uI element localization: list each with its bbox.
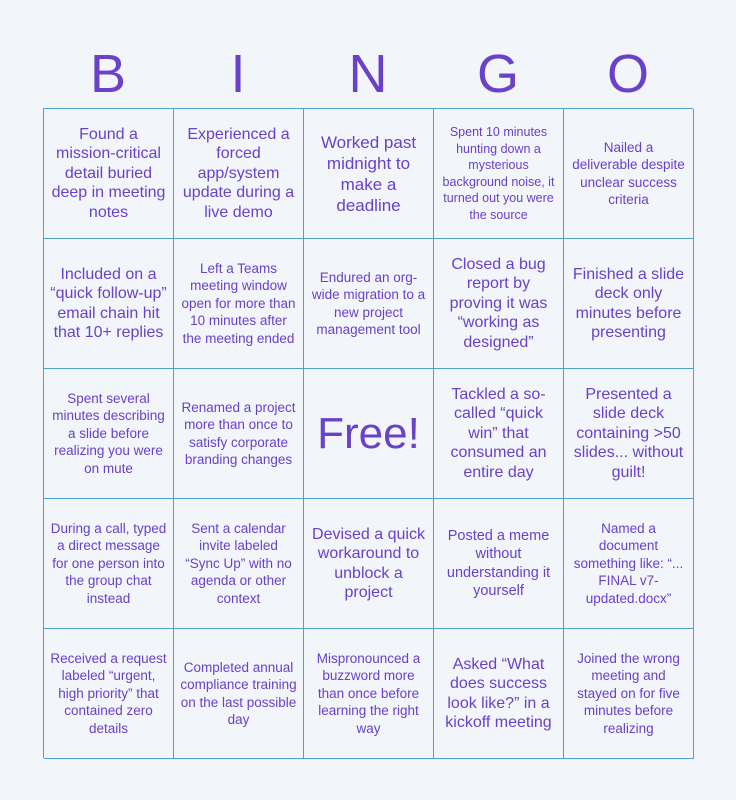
bingo-cell-text: Received a request labeled “urgent, high priority” that contained zero details	[50, 650, 167, 736]
bingo-cell-text: Presented a slide deck containing >50 slides... without guilt!	[573, 385, 684, 481]
bingo-cell-r2c2[interactable]	[174, 239, 304, 369]
bingo-cell-text: Mispronounced a buzzword more than once before learning the right way	[316, 650, 421, 736]
bingo-cell-r4c1[interactable]	[44, 499, 174, 629]
bingo-cell-r2c4[interactable]	[434, 239, 564, 369]
bingo-cell-text: Spent 10 minutes hunting down a mysterious background noise, it turned out you were the source	[442, 125, 555, 222]
header-letter-g: G	[476, 44, 519, 104]
bingo-cell-r2c1[interactable]	[44, 239, 174, 369]
bingo-cell-r4c2[interactable]	[174, 499, 304, 629]
bingo-cell-r3c1[interactable]	[44, 369, 174, 499]
bingo-cell-r5c4[interactable]	[434, 629, 564, 759]
bingo-cell-r4c5[interactable]	[564, 499, 694, 629]
free-space-label: Free!	[317, 408, 420, 458]
bingo-cell-text: During a call, typed a direct message for one person into the group chat instead	[50, 520, 167, 606]
header-letter-b: B	[89, 44, 127, 104]
bingo-cell-r5c5[interactable]	[564, 629, 694, 759]
bingo-cell-r4c3[interactable]	[304, 499, 434, 629]
bingo-cell-r5c3[interactable]	[304, 629, 434, 759]
bingo-cell-r1c3[interactable]	[304, 109, 434, 239]
bingo-cell-r1c5[interactable]	[564, 109, 694, 239]
bingo-cell-text: Left a Teams meeting window open for more than 10 minutes after the meeting ended	[181, 260, 296, 346]
bingo-cell-r2c5[interactable]	[564, 239, 694, 369]
bingo-cell-r1c1[interactable]	[44, 109, 174, 239]
bingo-cell-text: Finished a slide deck only minutes before presenting	[572, 265, 685, 341]
bingo-cell-text: Devised a quick workaround to unblock a project	[312, 525, 425, 601]
bingo-cell-text: Tackled a so-called “quick win” that consumed an entire day	[450, 385, 547, 481]
bingo-cell-text: Worked past midnight to make a deadline	[320, 132, 417, 215]
bingo-cell-r1c4[interactable]	[434, 109, 564, 239]
bingo-cell-text: Closed a bug report by proving it was “working as designed”	[449, 255, 548, 351]
bingo-cell-text: Found a mission-critical detail buried deep in meeting notes	[51, 125, 166, 221]
bingo-cell-r3c4[interactable]	[434, 369, 564, 499]
bingo-cell-text: Joined the wrong meeting and stayed on for five minutes before realizing	[577, 650, 680, 736]
bingo-cell-free[interactable]	[304, 369, 434, 499]
bingo-cell-text: Sent a calendar invite labeled “Sync Up” with no agenda or other context	[185, 520, 292, 606]
bingo-card	[43, 108, 693, 758]
bingo-cell-text: Nailed a deliverable despite unclear success criteria	[572, 139, 685, 207]
bingo-cell-text: Completed annual compliance training on the last possible day	[180, 659, 297, 727]
bingo-cell-text: Posted a meme without understanding it yourself	[446, 527, 551, 599]
bingo-cell-r5c2[interactable]	[174, 629, 304, 759]
header-letter-i: I	[230, 44, 246, 104]
bingo-header	[43, 40, 693, 108]
bingo-cell-text: Renamed a project more than once to satisfy corporate branding changes	[181, 399, 296, 467]
bingo-cell-text: Asked “What does success look like?” in a kickoff meeting	[445, 655, 552, 731]
bingo-cell-text: Experienced a forced app/system update during a live demo	[182, 125, 295, 221]
bingo-cell-r4c4[interactable]	[434, 499, 564, 629]
bingo-cell-text: Named a document something like: “... FINAL v7-updated.docx”	[573, 520, 684, 606]
bingo-cell-r2c3[interactable]	[304, 239, 434, 369]
header-letter-o: O	[606, 44, 649, 104]
bingo-cell-r1c2[interactable]	[174, 109, 304, 239]
bingo-cell-r3c2[interactable]	[174, 369, 304, 499]
bingo-cell-text: Spent several minutes describing a slide before realizing you were on mute	[52, 390, 165, 476]
bingo-cell-text: Included on a “quick follow-up” email chain hit that 10+ replies	[50, 265, 167, 341]
header-letter-n: N	[348, 44, 388, 104]
bingo-cell-r5c1[interactable]	[44, 629, 174, 759]
bingo-cell-text: Endured an org-wide migration to a new project management tool	[311, 269, 426, 337]
bingo-cell-r3c5[interactable]	[564, 369, 694, 499]
